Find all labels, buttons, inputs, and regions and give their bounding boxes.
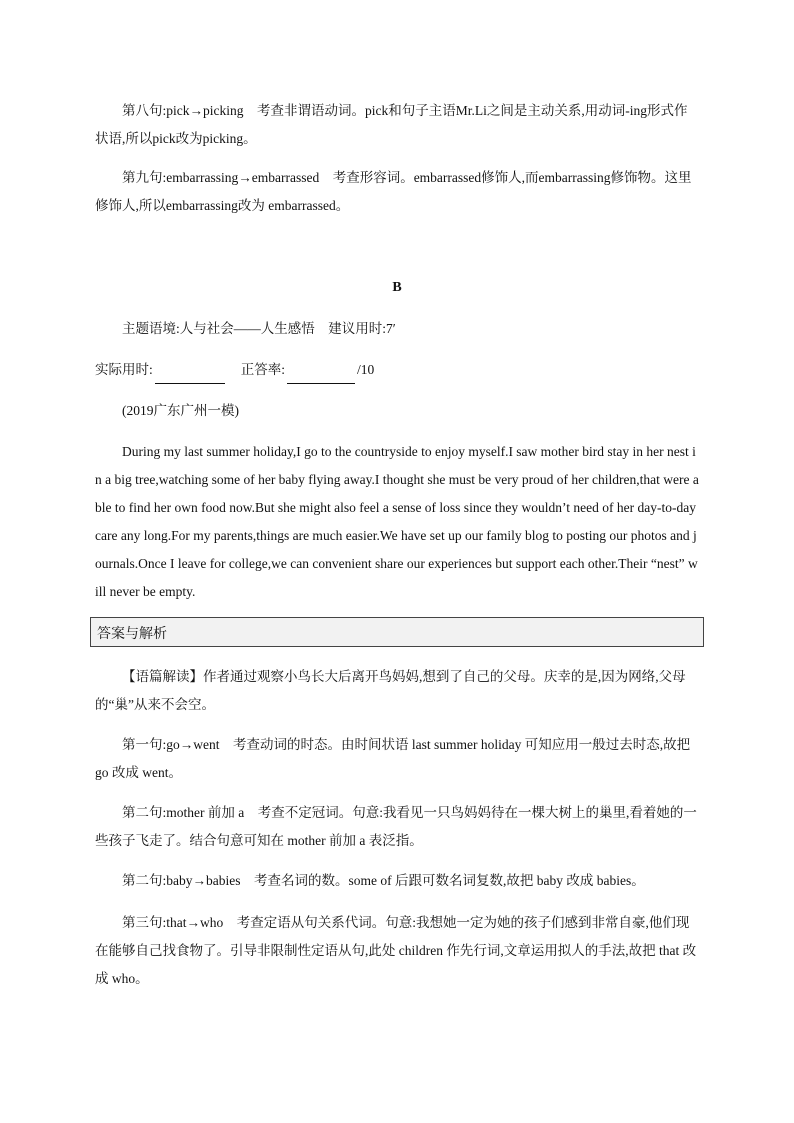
explanation-item-9: 第九句:embarrassing→embarrassed 考查形容词。embarrassed修饰人,而embarrassing修饰物。这里修饰人,所以embarrassing改为 embarrassed。	[95, 170, 692, 213]
section-letter: B	[392, 280, 402, 295]
explanation-item-8: 第八句:pick→picking 考查非谓语动词。pick和句子主语Mr.Li之间是主动关系,用动词-ing形式作状语,所以pick改为picking。	[95, 103, 688, 146]
answer-header-box	[90, 617, 704, 647]
accuracy-label: 正答率:	[240, 362, 286, 377]
actual-time-label: 实际用时:	[95, 362, 153, 377]
passage-text: During my last summer holiday,I go to the countryside to enjoy myself.I saw mother bird stay in her nest in a big tree,watching some of her baby flying away.I thought she must be very proud of her children,that were able to find her own food now.But she might also feel a sense of loss since they wouldn’t need of her day-to-day care any long.For my parents,things are much easier.We have set up our family blog to posting our photos and journals.Once I leave for college,we can convenient share our experiences but support each other.Their “nest” will never be empty.	[95, 444, 699, 599]
actual-time-blank[interactable]	[155, 369, 225, 384]
explanation-item-2b: 第二句:baby→babies 考查名词的数。some of 后跟可数名词复数,故把 baby 改成 babies。	[122, 873, 645, 888]
theme-line: 主题语境:人与社会——人生感悟 建议用时:7′	[122, 321, 396, 336]
timing-line	[95, 356, 700, 384]
source-line: (2019广东广州一模)	[122, 403, 239, 418]
accuracy-total: /10	[357, 362, 375, 377]
answer-header: 答案与解析	[97, 626, 167, 642]
explanation-item-3: 第三句:that→who 考查定语从句关系代词。句意:我想她一定为她的孩子们感到非常自豪,他们现在能够自己找食物了。引导非限制性定语从句,此处 children 作先行词,文章运用拟人的手法,故把 that 改成 who。	[95, 915, 697, 986]
explanation-item-1: 第一句:go→went 考查动词的时态。由时间状语 last summer holiday 可知应用一般过去时态,故把 go 改成 went。	[95, 737, 691, 780]
explanation-item-2a: 第二句:mother 前加 a 考查不定冠词。句意:我看见一只鸟妈妈待在一棵大树上的巢里,看着她的一些孩子飞走了。结合句意可知在 mother 前加 a 表泛指。	[95, 805, 697, 848]
passage-summary: 【语篇解读】作者通过观察小鸟长大后离开鸟妈妈,想到了自己的父母。庆幸的是,因为网络,父母的“巢”从来不会空。	[95, 669, 686, 712]
accuracy-blank[interactable]	[287, 369, 355, 384]
